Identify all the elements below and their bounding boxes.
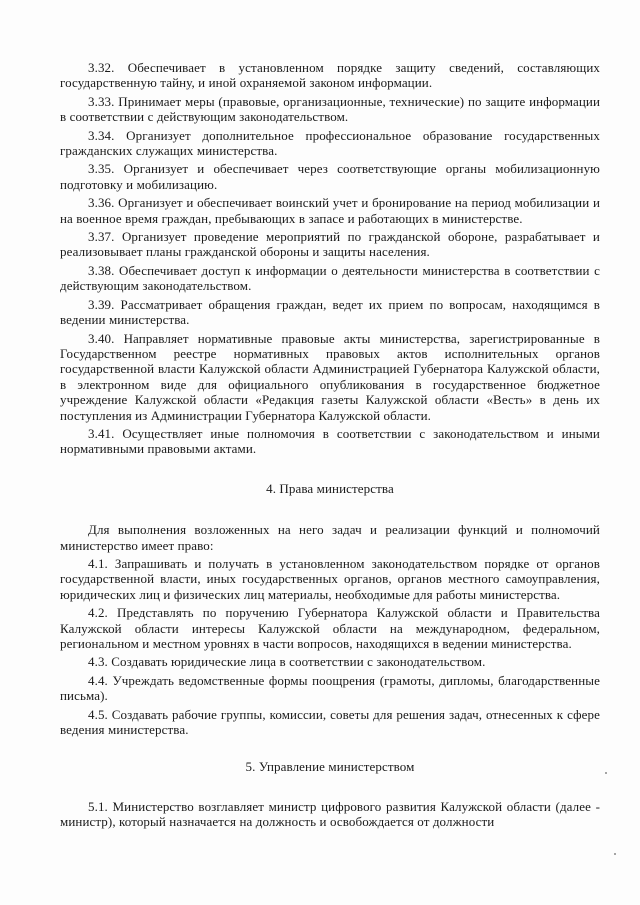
scan-speck [605, 772, 607, 774]
paragraph-4-2: 4.2. Представлять по поручению Губернатора Калужской области и Правительства Калужской области интересы Калужской области на международном, федеральном, региональном и местном уровнях в части вопросов, находящихся в ведении министерства. [60, 605, 600, 651]
paragraph-3-40: 3.40. Направляет нормативные правовые акты министерства, зарегистрированные в Государственном реестре нормативных правовых актов исполнительных органов государственной власти Калужской области Администрацией Губернатора Калужской области, в электронном виде для официального опубликования в государственное бюджетное учреждение Калужской области «Редакция газеты Калужской области «Весть» в день их поступления из Администрации Губернатора Калужской области. [60, 330, 600, 423]
paragraph-3-34: 3.34. Организует дополнительное профессиональное образование государственных гражданских служащих министерства. [60, 127, 600, 159]
paragraph-3-41: 3.41. Осуществляет иные полномочия в соответствии с законодательством и иными нормативными правовыми актами. [60, 425, 600, 457]
paragraph-3-37: 3.37. Организует проведение мероприятий по гражданской обороне, разрабатывает и реализовывает планы гражданской обороны и защиты населения. [60, 229, 600, 260]
paragraph-3-36: 3.36. Организует и обеспечивает воинский учет и бронирование на период мобилизации и на военное время граждан, пребывающих в запасе и работающих в министерстве. [60, 195, 600, 226]
paragraph-4-3: 4.3. Создавать юридические лица в соответствии с законодательством. [88, 654, 486, 670]
section-4-intro: Для выполнения возложенных на него задач и реализации функций и полномочий министерство имеет право: [60, 522, 600, 553]
paragraph-4-1: 4.1. Запрашивать и получать в установленном законодательством порядке от органов государственной власти, иных государственных органов, органов местного самоуправления, юридических лиц и физических лиц материалы, необходимые для работы министерства. [60, 555, 600, 602]
paragraph-3-39: 3.39. Рассматривает обращения граждан, ведет их прием по вопросам, находящимся в ведении министерства. [60, 296, 600, 328]
paragraph-3-35: 3.35. Организует и обеспечивает через соответствующие органы мобилизационную подготовку и мобилизацию. [60, 161, 600, 192]
paragraph-5-1: 5.1. Министерство возглавляет министр цифрового развития Калужской области (далее - министр), который назначается на должность и освобождается от должности [60, 798, 600, 830]
paragraph-4-4: 4.4. Учреждать ведомственные формы поощрения (грамоты, дипломы, благодарственные письма). [60, 672, 600, 704]
section-4-heading: 4. Права министерства [266, 480, 394, 496]
paragraph-3-32: 3.32. Обеспечивает в установленном порядке защиту сведений, составляющих государственную тайну, и иной охраняемой законом информации. [60, 60, 600, 91]
paragraph-4-5: 4.5. Создавать рабочие группы, комиссии, советы для решения задач, отнесенных к сфере ведения министерства. [60, 706, 600, 738]
section-5-heading: 5. Управление министерством [245, 759, 415, 775]
scan-speck [614, 853, 616, 855]
paragraph-3-33: 3.33. Принимает меры (правовые, организационные, технические) по защите информации в соответствии с действующим законодательством. [60, 93, 600, 125]
document-body [60, 60, 600, 833]
paragraph-3-38: 3.38. Обеспечивает доступ к информации о деятельности министерства в соответствии с действующим законодательством. [60, 262, 600, 294]
